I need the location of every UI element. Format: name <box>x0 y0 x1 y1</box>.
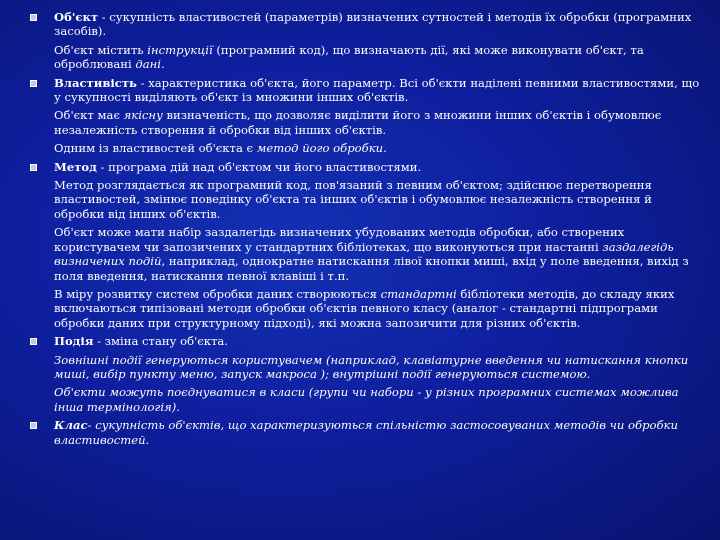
paragraph-text: стандартні <box>380 286 457 301</box>
bullet-item <box>28 334 700 348</box>
definition-text: - програма дій над об'єктом чи його властивостями. <box>96 159 422 174</box>
paragraph <box>28 43 700 72</box>
paragraph-text: інструкції <box>147 42 213 57</box>
paragraph <box>28 108 700 137</box>
square-bullet-icon <box>30 422 37 429</box>
paragraph-text: Об'єкт може мати набір заздалегідь визначених убудованих методів обробки, або створених користувачем чи запозичених у стандартних бібліотеках, що виконуються при настанні <box>54 225 625 254</box>
bullet-item <box>28 10 700 39</box>
paragraph-text: Одним із властивостей об'єкта є <box>54 141 257 156</box>
paragraph-text: Зовнішні події генеруються користувачем (наприклад, клавіатурне введення чи натискання кнопки миші, вибір пункту меню, запуск макроса ); внутрішні події генеруються системою. <box>54 352 689 381</box>
paragraph-text: метод його обробки. <box>256 141 387 156</box>
paragraph <box>28 385 700 414</box>
paragraph <box>28 287 700 330</box>
spacer <box>28 447 700 451</box>
paragraph <box>28 225 700 283</box>
paragraph-text: Метод розглядається як програмний код, пов'язаний з певним об'єктом; здійснює перетворення властивостей, змінює поведінку об'єкта та інших об'єктів і обумовлює незалежність створення й обробки від інших об'єктів. <box>54 178 652 221</box>
paragraph-text: Об'єкт має <box>54 108 124 123</box>
paragraph <box>28 141 700 155</box>
paragraph-text: Об'єкти можуть поєднуватися в класи (групи чи набори - у різних програмних системах можлива інша термінологія). <box>54 385 679 414</box>
paragraph-text: Об'єкт містить <box>54 42 148 57</box>
paragraph-text: , наприклад, однократне натискання лівої кнопки миші, вхід у поле введення, вихід з поля введення, натискання певної клавіші і т.п. <box>54 254 689 283</box>
paragraph-text: заздалегідь визначених подій <box>54 239 674 269</box>
definition-text: - сукупність властивостей (параметрів) визначених сутностей і методів їх обробки (програмних засобів). <box>54 10 692 39</box>
paragraph-text: бібліотеки методів, до складу яких включаються типізовані методи обробки об'єктів певного класу (аналог - стандартні підпрограми обробки даних при структурному підході), які можна запозичити для різних об'єктів. <box>54 286 675 330</box>
definition-text: - зміна стану об'єкта. <box>93 334 229 349</box>
bullet-item <box>28 76 700 105</box>
slide-content <box>28 10 700 451</box>
term: Властивість <box>54 75 137 90</box>
paragraph <box>28 353 700 382</box>
square-bullet-icon <box>30 80 37 87</box>
square-bullet-icon <box>30 14 37 21</box>
term: Метод <box>54 159 97 174</box>
bullet-item <box>28 418 700 447</box>
term: Об'єкт <box>54 10 98 24</box>
square-bullet-icon <box>30 164 37 171</box>
paragraph-text: В міру розвитку систем обробки даних створюються <box>54 286 381 301</box>
paragraph <box>28 178 700 221</box>
term: Подія <box>54 334 94 349</box>
bullet-item <box>28 160 700 174</box>
paragraph-text: дані. <box>135 57 165 72</box>
term: Клас <box>54 418 88 433</box>
paragraph-text: визначеність, що дозволяє виділити його з множини інших об'єктів і обумовлює незалежність створення й обробки від інших об'єктів. <box>54 108 662 137</box>
definition-text: - сукупність об'єктів, що характеризуються спільністю застосовуваних методів чи обробки властивостей. <box>54 418 678 447</box>
paragraph-text: якісну <box>123 108 163 123</box>
paragraph-text: (програмний код), що визначають дії, які може виконувати об'єкт, та оброблювані <box>54 42 644 72</box>
definition-text: - характеристика об'єкта, його параметр. Всі об'єкти наділені певними властивостями, що у сукупності виділяють об'єкт із множини інших об'єктів. <box>54 75 700 105</box>
square-bullet-icon <box>30 338 37 345</box>
